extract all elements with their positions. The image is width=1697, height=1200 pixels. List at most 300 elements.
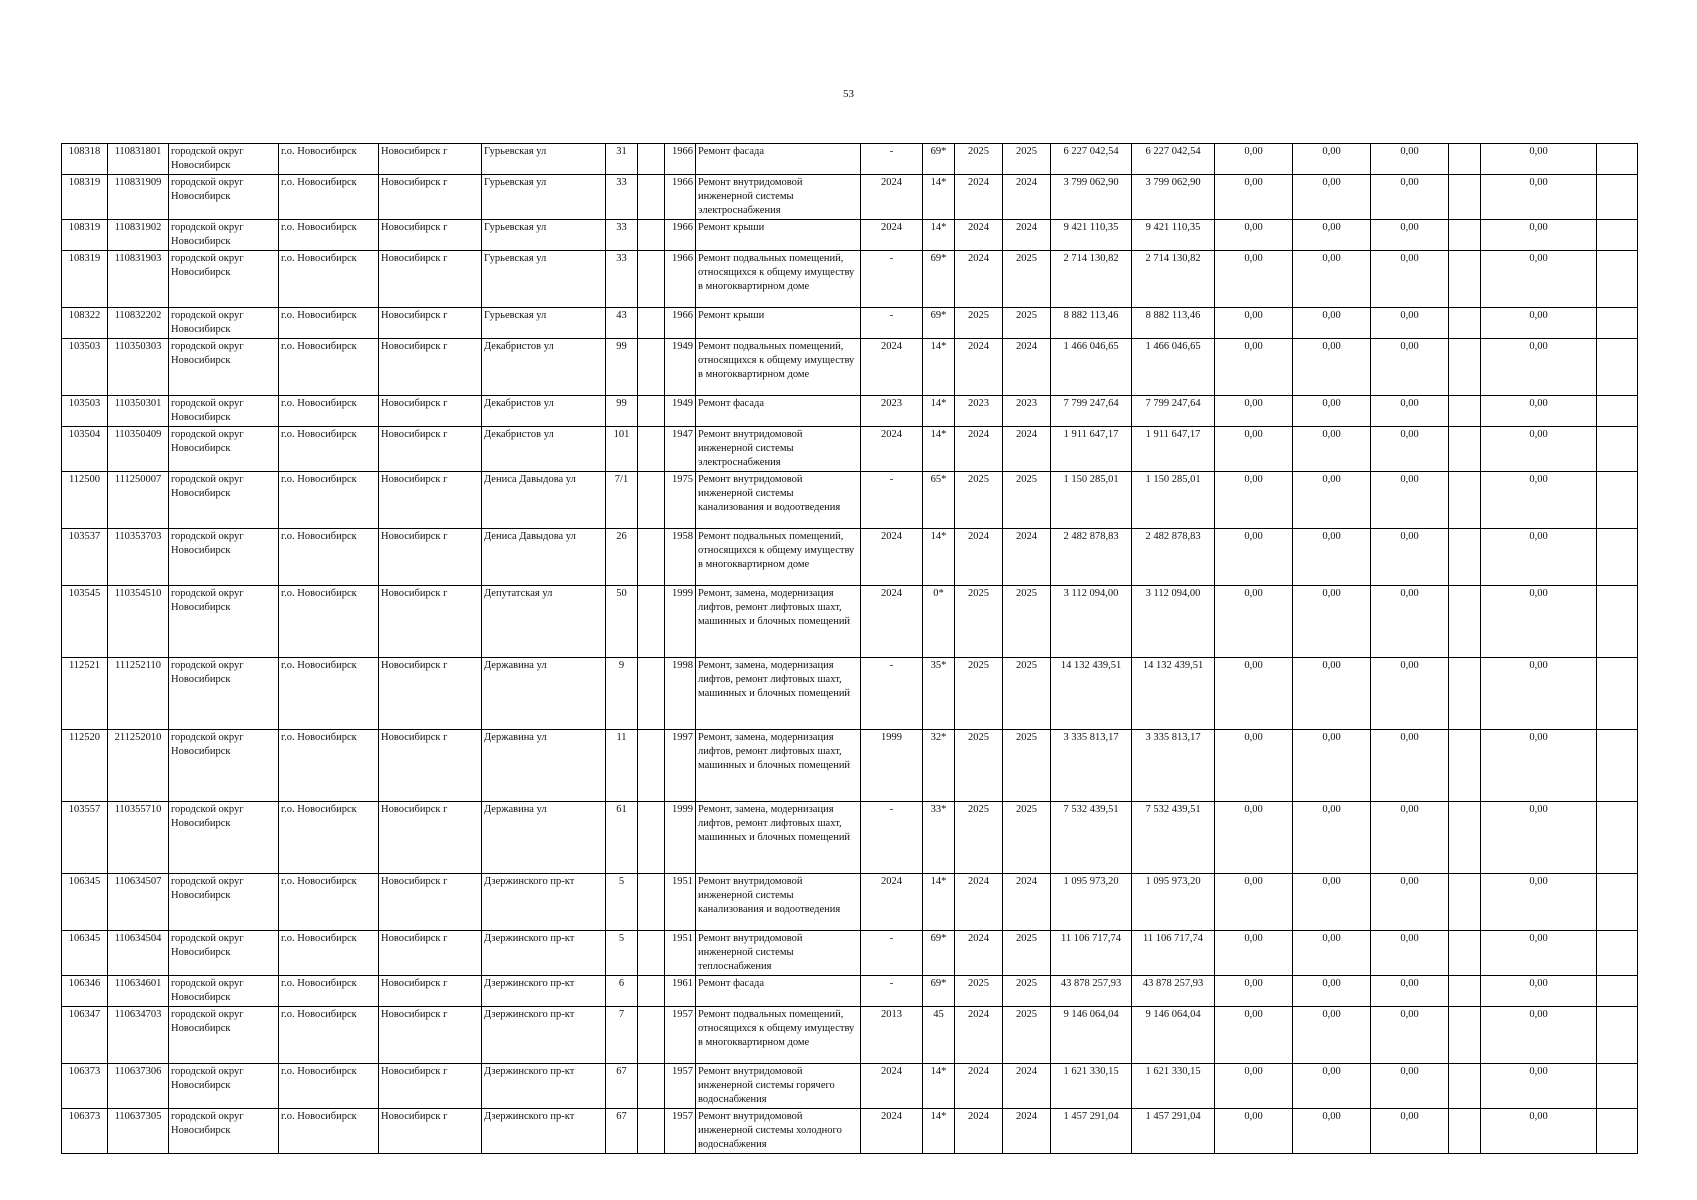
table-row [62,874,1638,931]
cell-street: Гурьевская ул [482,308,606,339]
cell-last-repair-year: 2024 [861,874,923,931]
cell-year-built: 1958 [665,529,696,586]
cell-value-col-4 [1449,175,1481,220]
cell-last-repair-year: - [861,658,923,730]
table-row [62,1007,1638,1064]
cell-value-col-4 [1449,1109,1481,1154]
cell-plan-end-year: 2024 [1003,427,1051,472]
cell-house-number: 11 [606,730,638,802]
cell-value-col-3: 0,00 [1371,396,1449,427]
cell-street: Дениса Давыдова ул [482,529,606,586]
cell-row-id: 106373 [62,1064,108,1109]
cell-district: городской округ Новосибирск [169,144,279,175]
cell-total-cost: 3 335 813,17 [1051,730,1132,802]
cell-district: городской округ Новосибирск [169,220,279,251]
cell-fund-cost: 2 714 130,82 [1132,251,1215,308]
cell-value-col-3: 0,00 [1371,220,1449,251]
cell-total-cost: 43 878 257,93 [1051,976,1132,1007]
cell-total-cost: 1 150 285,01 [1051,472,1132,529]
cell-house-number: 33 [606,220,638,251]
cell-work-type: Ремонт, замена, модернизация лифтов, ремонт лифтовых шахт, машинных и блочных помещений [696,586,861,658]
cell-row-code: 110831903 [108,251,169,308]
cell-building [638,976,665,1007]
cell-municipality: г.о. Новосибирск [279,1109,379,1154]
cell-work-type: Ремонт, замена, модернизация лифтов, ремонт лифтовых шахт, машинных и блочных помещений [696,730,861,802]
cell-value-col-1: 0,00 [1215,251,1293,308]
cell-plan-start-year: 2025 [955,802,1003,874]
cell-value-col-1: 0,00 [1215,529,1293,586]
cell-value-col-6 [1597,1064,1638,1109]
cell-city: Новосибирск г [379,529,482,586]
cell-value-col-1: 0,00 [1215,874,1293,931]
cell-plan-end-year: 2025 [1003,658,1051,730]
cell-municipality: г.о. Новосибирск [279,529,379,586]
cell-value-col-1: 0,00 [1215,1064,1293,1109]
cell-building [638,396,665,427]
cell-district: городской округ Новосибирск [169,586,279,658]
cell-plan-end-year: 2025 [1003,1007,1051,1064]
table-row [62,339,1638,396]
cell-house-number: 7 [606,1007,638,1064]
cell-fund-cost: 1 095 973,20 [1132,874,1215,931]
cell-wear-percent: 14* [923,396,955,427]
cell-wear-percent: 14* [923,175,955,220]
cell-row-code: 110637305 [108,1109,169,1154]
cell-row-id: 103557 [62,802,108,874]
cell-value-col-5: 0,00 [1481,1007,1597,1064]
cell-row-id: 108319 [62,220,108,251]
cell-value-col-6 [1597,802,1638,874]
cell-street: Державина ул [482,730,606,802]
cell-house-number: 9 [606,658,638,730]
cell-building [638,308,665,339]
cell-street: Декабристов ул [482,427,606,472]
cell-row-id: 112520 [62,730,108,802]
cell-value-col-5: 0,00 [1481,251,1597,308]
cell-row-code: 110634507 [108,874,169,931]
cell-city: Новосибирск г [379,802,482,874]
cell-building [638,220,665,251]
cell-value-col-5: 0,00 [1481,586,1597,658]
cell-value-col-2: 0,00 [1293,220,1371,251]
cell-city: Новосибирск г [379,658,482,730]
cell-value-col-2: 0,00 [1293,175,1371,220]
cell-year-built: 1957 [665,1109,696,1154]
cell-building [638,144,665,175]
cell-wear-percent: 14* [923,220,955,251]
table-row [62,931,1638,976]
cell-fund-cost: 8 882 113,46 [1132,308,1215,339]
cell-building [638,586,665,658]
cell-plan-end-year: 2024 [1003,175,1051,220]
cell-fund-cost: 1 457 291,04 [1132,1109,1215,1154]
cell-street: Державина ул [482,802,606,874]
cell-total-cost: 7 532 439,51 [1051,802,1132,874]
cell-last-repair-year: 2023 [861,396,923,427]
cell-house-number: 5 [606,931,638,976]
cell-fund-cost: 1 150 285,01 [1132,472,1215,529]
cell-value-col-6 [1597,427,1638,472]
cell-city: Новосибирск г [379,1064,482,1109]
cell-value-col-4 [1449,308,1481,339]
cell-street: Дениса Давыдова ул [482,472,606,529]
cell-total-cost: 3 112 094,00 [1051,586,1132,658]
cell-fund-cost: 3 335 813,17 [1132,730,1215,802]
cell-house-number: 7/1 [606,472,638,529]
cell-street: Дзержинского пр-кт [482,1109,606,1154]
cell-value-col-1: 0,00 [1215,144,1293,175]
cell-street: Декабристов ул [482,396,606,427]
cell-value-col-5: 0,00 [1481,976,1597,1007]
cell-value-col-6 [1597,874,1638,931]
cell-value-col-2: 0,00 [1293,1109,1371,1154]
cell-work-type: Ремонт внутридомовой инженерной системы теплоснабжения [696,931,861,976]
cell-wear-percent: 14* [923,427,955,472]
cell-value-col-3: 0,00 [1371,427,1449,472]
cell-last-repair-year: - [861,931,923,976]
cell-year-built: 1966 [665,251,696,308]
table-row [62,144,1638,175]
cell-plan-end-year: 2025 [1003,586,1051,658]
cell-value-col-4 [1449,472,1481,529]
cell-row-id: 106347 [62,1007,108,1064]
cell-work-type: Ремонт подвальных помещений, относящихся к общему имуществу в многоквартирном доме [696,339,861,396]
cell-row-id: 103537 [62,529,108,586]
cell-plan-end-year: 2024 [1003,220,1051,251]
cell-municipality: г.о. Новосибирск [279,144,379,175]
cell-district: городской округ Новосибирск [169,427,279,472]
cell-value-col-1: 0,00 [1215,472,1293,529]
cell-plan-start-year: 2024 [955,175,1003,220]
cell-row-code: 110634601 [108,976,169,1007]
cell-row-code: 110355710 [108,802,169,874]
cell-value-col-3: 0,00 [1371,586,1449,658]
page-number: 53 [843,88,854,100]
cell-value-col-6 [1597,529,1638,586]
cell-district: городской округ Новосибирск [169,931,279,976]
cell-work-type: Ремонт внутридомовой инженерной системы электроснабжения [696,427,861,472]
cell-value-col-5: 0,00 [1481,396,1597,427]
table-row [62,730,1638,802]
cell-building [638,802,665,874]
cell-city: Новосибирск г [379,396,482,427]
table-row [62,396,1638,427]
cell-value-col-2: 0,00 [1293,1064,1371,1109]
cell-municipality: г.о. Новосибирск [279,586,379,658]
cell-district: городской округ Новосибирск [169,251,279,308]
cell-municipality: г.о. Новосибирск [279,339,379,396]
cell-last-repair-year: 2024 [861,175,923,220]
cell-year-built: 1961 [665,976,696,1007]
cell-building [638,1109,665,1154]
cell-last-repair-year: 2024 [861,1109,923,1154]
cell-row-id: 106346 [62,976,108,1007]
cell-work-type: Ремонт подвальных помещений, относящихся к общему имуществу в многоквартирном доме [696,251,861,308]
cell-city: Новосибирск г [379,1007,482,1064]
cell-value-col-6 [1597,220,1638,251]
cell-fund-cost: 2 482 878,83 [1132,529,1215,586]
cell-value-col-6 [1597,658,1638,730]
cell-plan-start-year: 2024 [955,931,1003,976]
cell-last-repair-year: 2024 [861,529,923,586]
table-row [62,529,1638,586]
cell-value-col-6 [1597,339,1638,396]
cell-row-id: 112521 [62,658,108,730]
cell-value-col-6 [1597,1007,1638,1064]
cell-value-col-1: 0,00 [1215,976,1293,1007]
cell-city: Новосибирск г [379,976,482,1007]
cell-house-number: 26 [606,529,638,586]
cell-value-col-1: 0,00 [1215,1109,1293,1154]
cell-wear-percent: 65* [923,472,955,529]
cell-fund-cost: 1 466 046,65 [1132,339,1215,396]
cell-district: городской округ Новосибирск [169,529,279,586]
cell-value-col-3: 0,00 [1371,1007,1449,1064]
cell-row-code: 110637306 [108,1064,169,1109]
cell-value-col-5: 0,00 [1481,658,1597,730]
cell-street: Дзержинского пр-кт [482,874,606,931]
cell-value-col-3: 0,00 [1371,874,1449,931]
cell-wear-percent: 69* [923,144,955,175]
cell-value-col-4 [1449,339,1481,396]
cell-house-number: 43 [606,308,638,339]
cell-year-built: 1949 [665,339,696,396]
cell-work-type: Ремонт фасада [696,396,861,427]
cell-row-code: 110832202 [108,308,169,339]
cell-plan-start-year: 2024 [955,427,1003,472]
cell-value-col-1: 0,00 [1215,220,1293,251]
cell-wear-percent: 14* [923,874,955,931]
cell-fund-cost: 3 112 094,00 [1132,586,1215,658]
cell-value-col-1: 0,00 [1215,427,1293,472]
cell-house-number: 99 [606,396,638,427]
cell-last-repair-year: 2024 [861,586,923,658]
table-row [62,175,1638,220]
cell-municipality: г.о. Новосибирск [279,874,379,931]
cell-value-col-1: 0,00 [1215,1007,1293,1064]
cell-wear-percent: 33* [923,802,955,874]
cell-value-col-6 [1597,308,1638,339]
cell-municipality: г.о. Новосибирск [279,427,379,472]
cell-value-col-4 [1449,658,1481,730]
cell-plan-start-year: 2025 [955,658,1003,730]
cell-house-number: 5 [606,874,638,931]
cell-work-type: Ремонт подвальных помещений, относящихся к общему имуществу в многоквартирном доме [696,529,861,586]
cell-value-col-2: 0,00 [1293,1007,1371,1064]
cell-value-col-6 [1597,1109,1638,1154]
cell-city: Новосибирск г [379,220,482,251]
cell-district: городской округ Новосибирск [169,175,279,220]
cell-value-col-5: 0,00 [1481,874,1597,931]
cell-total-cost: 3 799 062,90 [1051,175,1132,220]
cell-house-number: 67 [606,1109,638,1154]
cell-house-number: 31 [606,144,638,175]
cell-building [638,1064,665,1109]
cell-value-col-3: 0,00 [1371,339,1449,396]
cell-building [638,427,665,472]
cell-fund-cost: 1 621 330,15 [1132,1064,1215,1109]
cell-value-col-4 [1449,220,1481,251]
cell-house-number: 61 [606,802,638,874]
cell-value-col-4 [1449,586,1481,658]
cell-total-cost: 1 466 046,65 [1051,339,1132,396]
cell-value-col-3: 0,00 [1371,144,1449,175]
cell-work-type: Ремонт, замена, модернизация лифтов, ремонт лифтовых шахт, машинных и блочных помещений [696,658,861,730]
table-row [62,586,1638,658]
cell-wear-percent: 35* [923,658,955,730]
cell-value-col-5: 0,00 [1481,730,1597,802]
cell-value-col-4 [1449,802,1481,874]
cell-district: городской округ Новосибирск [169,1064,279,1109]
cell-row-code: 110350301 [108,396,169,427]
cell-value-col-1: 0,00 [1215,586,1293,658]
cell-value-col-3: 0,00 [1371,658,1449,730]
cell-plan-start-year: 2025 [955,976,1003,1007]
cell-value-col-5: 0,00 [1481,1109,1597,1154]
cell-district: городской округ Новосибирск [169,874,279,931]
cell-value-col-5: 0,00 [1481,472,1597,529]
cell-municipality: г.о. Новосибирск [279,220,379,251]
cell-value-col-2: 0,00 [1293,730,1371,802]
cell-year-built: 1997 [665,730,696,802]
cell-value-col-5: 0,00 [1481,339,1597,396]
cell-last-repair-year: - [861,802,923,874]
cell-municipality: г.о. Новосибирск [279,308,379,339]
cell-plan-start-year: 2025 [955,144,1003,175]
cell-last-repair-year: - [861,472,923,529]
cell-value-col-4 [1449,976,1481,1007]
cell-row-id: 106345 [62,931,108,976]
cell-last-repair-year: 2024 [861,1064,923,1109]
cell-row-id: 106345 [62,874,108,931]
cell-wear-percent: 45 [923,1007,955,1064]
cell-city: Новосибирск г [379,874,482,931]
cell-fund-cost: 43 878 257,93 [1132,976,1215,1007]
cell-value-col-3: 0,00 [1371,251,1449,308]
cell-row-code: 211252010 [108,730,169,802]
cell-plan-start-year: 2025 [955,586,1003,658]
cell-year-built: 1966 [665,308,696,339]
cell-row-code: 110831902 [108,220,169,251]
cell-fund-cost: 11 106 717,74 [1132,931,1215,976]
cell-municipality: г.о. Новосибирск [279,1007,379,1064]
cell-value-col-3: 0,00 [1371,529,1449,586]
cell-house-number: 67 [606,1064,638,1109]
cell-row-id: 108319 [62,175,108,220]
cell-value-col-5: 0,00 [1481,144,1597,175]
cell-fund-cost: 7 799 247,64 [1132,396,1215,427]
cell-value-col-5: 0,00 [1481,220,1597,251]
cell-year-built: 1999 [665,802,696,874]
cell-value-col-2: 0,00 [1293,931,1371,976]
cell-district: городской округ Новосибирск [169,308,279,339]
cell-value-col-4 [1449,251,1481,308]
cell-value-col-4 [1449,144,1481,175]
cell-year-built: 1999 [665,586,696,658]
cell-wear-percent: 69* [923,251,955,308]
cell-value-col-3: 0,00 [1371,308,1449,339]
cell-value-col-2: 0,00 [1293,427,1371,472]
cell-row-id: 112500 [62,472,108,529]
cell-plan-start-year: 2023 [955,396,1003,427]
cell-value-col-6 [1597,931,1638,976]
cell-value-col-1: 0,00 [1215,175,1293,220]
cell-street: Гурьевская ул [482,251,606,308]
cell-wear-percent: 69* [923,976,955,1007]
cell-plan-start-year: 2024 [955,874,1003,931]
cell-value-col-5: 0,00 [1481,931,1597,976]
cell-wear-percent: 14* [923,1064,955,1109]
cell-value-col-4 [1449,396,1481,427]
cell-building [638,472,665,529]
cell-value-col-2: 0,00 [1293,586,1371,658]
cell-year-built: 1957 [665,1007,696,1064]
cell-city: Новосибирск г [379,251,482,308]
cell-row-code: 110831801 [108,144,169,175]
cell-year-built: 1957 [665,1064,696,1109]
cell-street: Декабристов ул [482,339,606,396]
cell-plan-start-year: 2024 [955,251,1003,308]
cell-value-col-4 [1449,931,1481,976]
table-row [62,220,1638,251]
cell-fund-cost: 6 227 042,54 [1132,144,1215,175]
cell-wear-percent: 69* [923,308,955,339]
cell-row-id: 108318 [62,144,108,175]
cell-city: Новосибирск г [379,931,482,976]
cell-work-type: Ремонт внутридомовой инженерной системы холодного водоснабжения [696,1109,861,1154]
cell-year-built: 1951 [665,874,696,931]
cell-house-number: 99 [606,339,638,396]
cell-last-repair-year: - [861,308,923,339]
cell-value-col-2: 0,00 [1293,396,1371,427]
cell-street: Дзержинского пр-кт [482,976,606,1007]
cell-building [638,1007,665,1064]
cell-building [638,251,665,308]
cell-district: городской округ Новосибирск [169,396,279,427]
cell-row-code: 111250007 [108,472,169,529]
cell-municipality: г.о. Новосибирск [279,976,379,1007]
cell-total-cost: 9 421 110,35 [1051,220,1132,251]
cell-district: городской округ Новосибирск [169,658,279,730]
cell-year-built: 1966 [665,175,696,220]
cell-year-built: 1975 [665,472,696,529]
cell-total-cost: 6 227 042,54 [1051,144,1132,175]
cell-building [638,175,665,220]
cell-work-type: Ремонт фасада [696,976,861,1007]
cell-building [638,339,665,396]
cell-value-col-4 [1449,1064,1481,1109]
cell-value-col-6 [1597,586,1638,658]
cell-city: Новосибирск г [379,308,482,339]
cell-value-col-2: 0,00 [1293,144,1371,175]
cell-municipality: г.о. Новосибирск [279,1064,379,1109]
cell-plan-start-year: 2024 [955,1007,1003,1064]
cell-row-code: 111252110 [108,658,169,730]
cell-city: Новосибирск г [379,586,482,658]
cell-plan-end-year: 2025 [1003,730,1051,802]
cell-street: Дзержинского пр-кт [482,1007,606,1064]
cell-municipality: г.о. Новосибирск [279,175,379,220]
cell-last-repair-year: 1999 [861,730,923,802]
cell-total-cost: 14 132 439,51 [1051,658,1132,730]
cell-last-repair-year: 2013 [861,1007,923,1064]
cell-value-col-5: 0,00 [1481,427,1597,472]
cell-street: Гурьевская ул [482,220,606,251]
cell-value-col-5: 0,00 [1481,1064,1597,1109]
cell-city: Новосибирск г [379,339,482,396]
cell-value-col-2: 0,00 [1293,976,1371,1007]
cell-house-number: 33 [606,251,638,308]
